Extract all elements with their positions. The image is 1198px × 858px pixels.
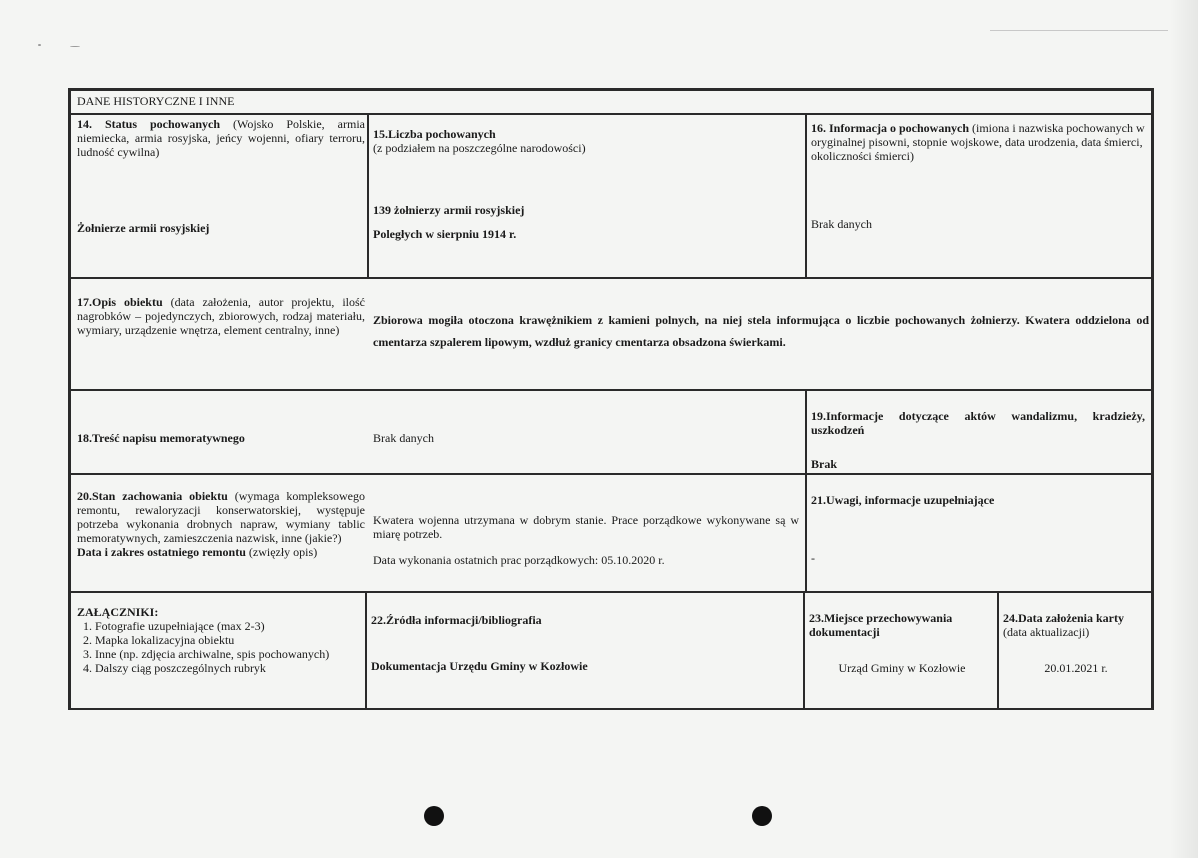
field-16-info <box>806 114 1152 278</box>
field-15-value-2: Poległych w sierpniu 1914 r. <box>373 227 517 241</box>
field-22-value: Dokumentacja Urzędu Gminy w Kozłowie <box>371 659 588 673</box>
field-17-value: Zbiorowa mogiła otoczona krawężnikiem z kamieni polnych, na niej stela informująca o liczbie pochowanych żołnierzy. Kwatera oddzielona od cmentarza szpalerem lipowym, wzdłuż granicy cmentarza obsadzona świerkami. <box>373 313 1149 349</box>
field-20-condition <box>70 474 806 592</box>
attachments-item: 2. Mapka lokalizacyjna obiektu <box>95 633 363 647</box>
field-18-value: Brak danych <box>373 431 434 445</box>
field-16-value: Brak danych <box>811 217 872 231</box>
section-header <box>70 90 1152 114</box>
field-22-sources <box>366 592 804 710</box>
field-20-value-1: Kwatera wojenna utrzymana w dobrym stanie. Prace porządkowe wykonywane są w miarę potrzeb. <box>373 513 799 541</box>
field-18-label: 18.Treść napisu memoratywnego <box>77 431 245 445</box>
punch-hole <box>752 806 772 826</box>
punch-hole <box>424 806 444 826</box>
field-18-inscription <box>70 390 806 474</box>
field-23-storage <box>804 592 998 710</box>
field-24-date <box>998 592 1152 710</box>
scan-line <box>990 30 1168 31</box>
attachments-list <box>77 619 363 675</box>
attachments-block <box>77 605 363 675</box>
attachments-title: ZAŁĄCZNIKI: <box>77 605 159 619</box>
field-17-label: 17.Opis obiektu (data założenia, autor projektu, ilość nagrobków – pojedynczych, zbiorowych, rodzaj materiału, wymiary, urządzenie wnętrza, element centralny, inne) <box>77 295 365 337</box>
field-20-label: 20.Stan zachowania obiektu (wymaga kompleksowego remontu, rewaloryzacji konserwatorskiej, występuje potrzeba wykonania drobnych napraw, wymiany tablic memoratywnych, zamieszczenia nazwisk, inne (jakie?) Data i zakres ostatniego remontu (zwięzły opis) <box>77 489 365 559</box>
field-22-label: 22.Źródła informacji/bibliografia <box>371 613 542 627</box>
field-19-value: Brak <box>811 457 838 471</box>
attachments-item: 1. Fotografie uzupełniające (max 2-3) <box>95 619 363 633</box>
form-table <box>68 88 1154 710</box>
field-14-value: Żołnierze armii rosyjskiej <box>77 221 210 235</box>
attachments-item: 3. Inne (np. zdjęcia archiwalne, spis pochowanych) <box>95 647 363 661</box>
field-17-description <box>70 278 1152 390</box>
field-15-label: 15.Liczba pochowanych (z podziałem na poszczególne narodowości) <box>373 127 586 155</box>
attachments <box>70 592 366 710</box>
field-16-label: 16. Informacja o pochowanych (imiona i nazwiska pochowanych w oryginalnej pisowni, stopnie wojskowe, data urodzenia, data śmierci, okoliczności śmierci) <box>811 121 1145 163</box>
section-header-title: DANE HISTORYCZNE I INNE <box>77 94 235 108</box>
field-23-value: Urząd Gminy w Kozłowie <box>838 661 966 675</box>
field-21-value: - <box>811 551 815 565</box>
field-14-label: 14. Status pochowanych (Wojsko Polskie, armia niemiecka, armia rosyjska, jeńcy wojenni, ofiary terroru, ludność cywilna) <box>77 117 365 159</box>
scan-speck <box>38 44 41 46</box>
scan-edge-shadow <box>1170 0 1198 858</box>
attachments-item: 4. Dalszy ciąg poszczególnych rubryk <box>95 661 363 675</box>
field-21-notes <box>806 474 1152 592</box>
field-24-value: 20.01.2021 r. <box>1044 661 1108 675</box>
field-20-value-2: Data wykonania ostatnich prac porządkowych: 05.10.2020 r. <box>373 553 665 567</box>
scan-speck <box>70 46 80 47</box>
field-24-label: 24.Data założenia karty (data aktualizacji) <box>1003 611 1124 639</box>
field-15-value-1: 139 żołnierzy armii rosyjskiej <box>373 203 525 217</box>
field-19-vandalism <box>806 390 1152 474</box>
field-15-count <box>368 114 806 278</box>
field-14-status <box>70 114 368 278</box>
field-19-label: 19.Informacje dotyczące aktów wandalizmu, kradzieży, uszkodzeń <box>811 409 1145 437</box>
field-23-label: 23.Miejsce przechowywania dokumentacji <box>809 611 953 639</box>
field-21-label: 21.Uwagi, informacje uzupełniające <box>811 493 995 507</box>
